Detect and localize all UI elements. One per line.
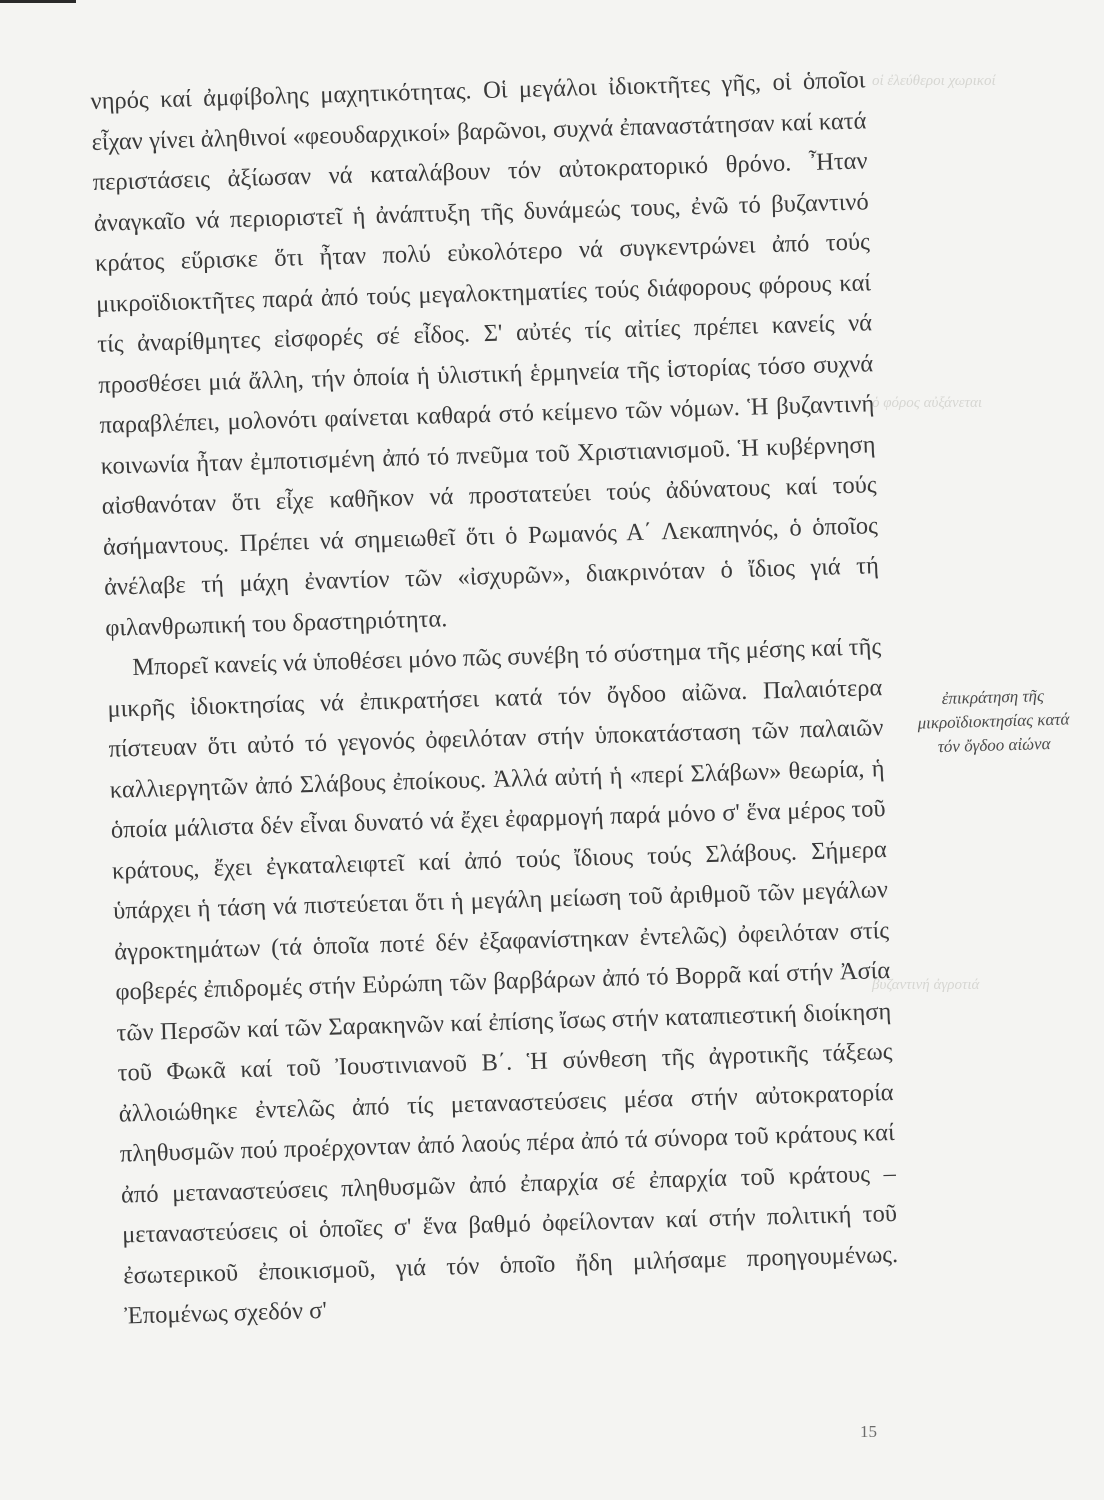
top-rule (0, 0, 76, 3)
paragraph: νηρός καί ἀμφίβολης μαχητικότητας. Οἱ μεγάλοι ἰδιοκτῆτες γῆς, οἱ ὁποῖοι εἶχαν γίνει ἀληθινοί «φεουδαρχικοί» βαρῶνοι, συχνά ἐπαναστάτησαν καί κατά περιστάσεις ἀξίωσαν νά καταλάβουν τόν αὐτοκρατορικό θρόνο. Ἦταν ἀναγκαῖο νά περιοριστεῖ ἡ ἀνάπτυξη τῆς δυνάμεώς τους, ἐνῶ τό βυζαντινό κράτος εὕρισκε ὅτι ἦταν πολύ εὐκολότερο νά συγκεντρώνει ἀπό τούς μικροϊδιοκτῆτες παρά ἀπό τούς μεγαλοκτηματίες τούς διάφορους φόρους καί τίς ἀναρίθμητες εἰσφορές σέ εἶδος. Σ' αὐτές τίς αἰτίες πρέπει κανείς νά προσθέσει μιά ἄλλη, τήν ὁποία ἡ ὑλιστική ἑρμηνεία τῆς ἱστορίας τόσο συχνά παραβλέπει, μολονότι φαίνεται καθαρά στό κείμενο τῶν νόμων. Ἡ βυζαντινή κοινωνία ἦταν ἐμποτισμένη ἀπό τό πνεῦμα τοῦ Χριστιανισμοῦ. Ἡ κυβέρνηση αἰσθανόταν ὅτι εἶχε καθῆκον νά προστατεύει τούς ἀδύνατους καί τούς ἀσήμαντους. Πρέπει νά σημειωθεῖ ὅτι ὁ Ρωμανός Α΄ Λεκαπηνός, ὁ ὁποῖος ἀνέλαβε τή μάχη ἐναντίον τῶν «ἰσχυρῶν», διακρινόταν ὁ ἴδιος γιά τή φιλανθρωπική του δραστηριότητα. (90, 66, 880, 642)
paragraph: Μπορεῖ κανείς νά ὑποθέσει μόνο πῶς συνέβη τό σύστημα τῆς μέσης καί τῆς μικρῆς ἰδιοκτησίας νά ἐπικρατήσει κατά τόν ὄγδοο αἰῶνα. Παλαιότερα πίστευαν ὅτι αὐτό τό γεγονός ὀφειλόταν στήν ὑποκατάσταση τῶν παλαιῶν καλλιεργητῶν ἀπό Σλάβους ἐποίκους. Ἀλλά αὐτή ἡ «περί Σλάβων» θεωρία, ἡ ὁποία μάλιστα δέν εἶναι δυνατό νά ἔχει ἐφαρμογή παρά μόνο σ' ἕνα μέρος τοῦ κράτους, ἔχει ἐγκαταλειφτεῖ καί ἀπό τούς ἴδιους τούς Σλάβους. Σήμερα ὑπάρχει ἡ τάση νά πιστεύεται ὅτι ἡ μεγάλη μείωση τοῦ ἀριθμοῦ τῶν μεγάλων ἀγροκτημάτων (τά ὁποῖα ποτέ δέν ἐξαφανίστηκαν ἐντελῶς) ὀφειλόταν στίς φοβερές ἐπιδρομές στήν Εὐρώπη τῶν βαρβάρων ἀπό τό Βορρᾶ καί στήν Ἀσία τῶν Περσῶν καί τῶν Σαρακηνῶν καί ἐπίσης ἴσως στήν καταπιεστική διοίκηση τοῦ Φωκᾶ καί τοῦ Ἰουστινιανοῦ Β΄. Ἡ σύνθεση τῆς ἀγροτικῆς τάξεως ἀλλοιώθηκε ἐντελῶς ἀπό τίς μεταναστεύσεις μέσα στήν αὐτοκρατορία πληθυσμῶν πού προέρχονταν ἀπό λαούς πέρα ἀπό τά σύνορα τοῦ κράτους καί ἀπό μεταναστεύσεις πληθυσμῶν ἀπό ἐπαρχία σέ ἐπαρχία τοῦ κράτους – μεταναστεύσεις οἱ ὁποῖες σ' ἕνα βαθμό ὀφείλονταν καί στήν πολιτική τοῦ ἐσωτερικοῦ ἐποικισμοῦ, γιά τόν ὁποῖο ἤδη μιλήσαμε προηγουμένως. Ἐπομένως σχεδόν σ' (107, 633, 899, 1330)
body-text (90, 60, 900, 1337)
show-through-text: οἱ ἐλεύθεροι χωρικοί ὁ φόρος αὐξάνεται βυζαντινή ἀγροτιά (872, 73, 996, 993)
page-number: 15 (860, 1422, 877, 1441)
margin-note: ἐπικράτηση τῆς μικροϊδιοκτησίας κατά τόν ὄγδοο αἰώνα (917, 686, 1070, 757)
